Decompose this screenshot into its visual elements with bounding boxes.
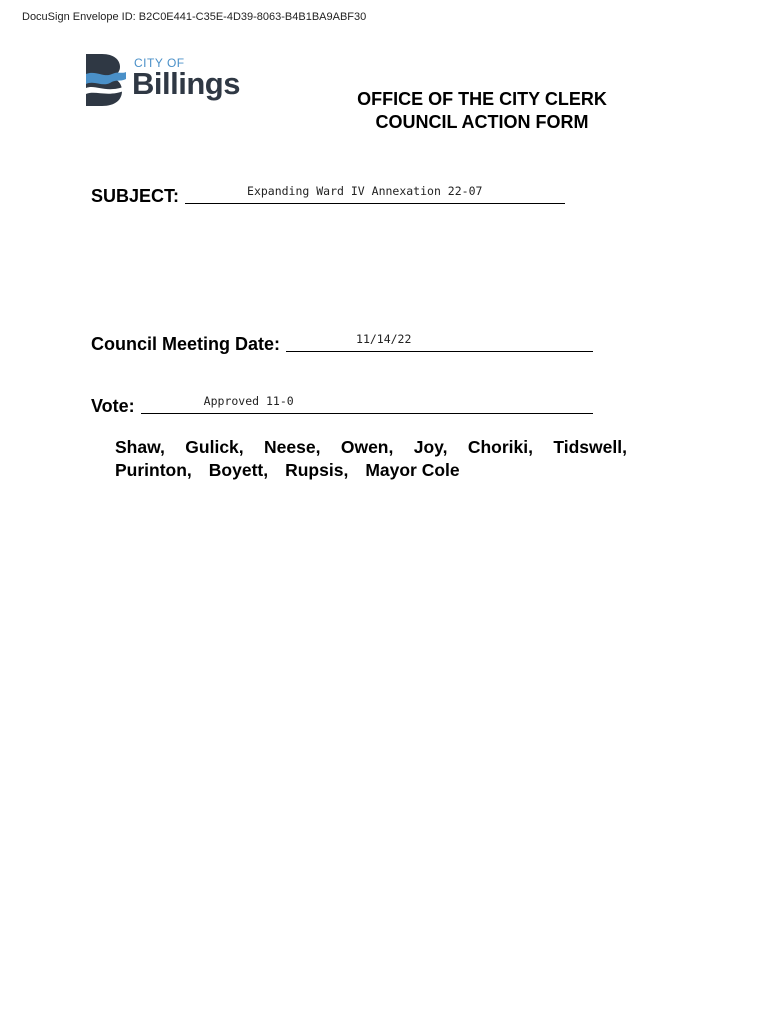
council-members xyxy=(115,436,645,482)
voters-line-1 xyxy=(115,436,627,459)
meeting-date-line xyxy=(286,333,593,352)
meeting-date-field xyxy=(91,333,593,355)
voter-name: Choriki, xyxy=(467,437,533,457)
voter-name: Neese, xyxy=(264,437,321,457)
voter-name: Tidswell, xyxy=(553,437,627,457)
voters-line-2 xyxy=(115,459,645,482)
vote-label: Vote: xyxy=(91,396,135,416)
vote-field xyxy=(91,395,593,417)
subject-field xyxy=(91,185,565,207)
voter-name: Boyett, xyxy=(208,460,269,480)
voter-name: Shaw, xyxy=(115,437,165,457)
subject-value: Expanding Ward IV Annexation 22-07 xyxy=(247,184,483,198)
subject-line xyxy=(185,185,565,204)
subject-label: SUBJECT: xyxy=(91,186,180,206)
vote-line xyxy=(141,395,593,414)
voter-name: Owen, xyxy=(340,437,394,457)
office-header xyxy=(300,88,664,134)
logo-name-text: Billings xyxy=(132,66,240,101)
voter-name: Joy, xyxy=(413,437,448,457)
vote-value: Approved 11-0 xyxy=(203,394,294,408)
city-logo xyxy=(82,52,242,112)
voter-name: Mayor Cole xyxy=(365,460,460,480)
header-title-line1: OFFICE OF THE CITY CLERK xyxy=(357,89,607,109)
meeting-date-value: 11/14/22 xyxy=(356,332,412,346)
header-title-line2: COUNCIL ACTION FORM xyxy=(375,112,589,132)
voter-name: Rupsis, xyxy=(285,460,349,480)
voter-name: Purinton, xyxy=(115,460,192,480)
logo-city-of-text: CITY OF xyxy=(134,56,185,70)
billings-logo-mark-icon xyxy=(82,52,130,108)
meeting-date-label: Council Meeting Date: xyxy=(91,334,281,354)
voter-name: Gulick, xyxy=(185,437,244,457)
docusign-envelope-id: DocuSign Envelope ID: B2C0E441-C35E-4D39-8063-B4B1BA9ABF30 xyxy=(22,11,367,23)
